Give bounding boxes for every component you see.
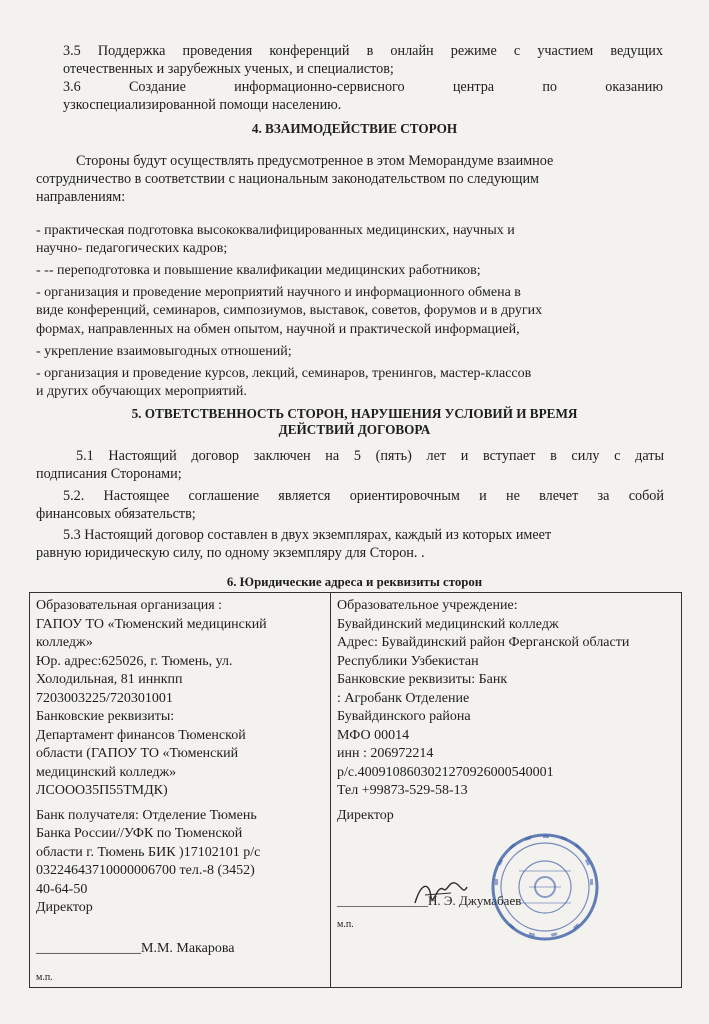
item-3-5-line1: 3.5 Поддержка проведения конференций в онлайн режиме с участием ведущих: [63, 43, 663, 59]
right-party-details: [337, 597, 675, 825]
right-signature-line: ______________Н. Э. Джумабаев: [337, 893, 522, 908]
left-signature-line: _______________М.М. Макарова: [36, 941, 235, 956]
clause-5-2-line1: 5.2. Настоящее соглашение является ориентировочным и не влечет за собой: [63, 488, 664, 504]
section-5-heading-line2: ДЕЙСТВИЙ ДОГОВОРА: [278, 422, 431, 437]
left-line: ГАПОУ ТО «Тюменский медицинский: [36, 616, 267, 632]
section-4-intro-line2: сотрудничество в соответствии с национальным законодательством по следующим: [36, 171, 540, 187]
clause-5-1-line2: подписания Сторонами;: [36, 466, 182, 482]
left-line: Юр. адрес:625026, г. Тюмень, ул.: [36, 653, 233, 669]
left-line: Образовательная организация :: [36, 598, 223, 613]
section-5-heading-line1: 5. ОТВЕТСТВЕННОСТЬ СТОРОН, НАРУШЕНИЯ УСЛОВИЙ И ВРЕМЯ: [131, 406, 578, 421]
right-line: р/с.4009108603021270926000540001: [337, 764, 554, 780]
left-line: Директор: [36, 900, 93, 915]
clause-5-3-line2: равную юридическую силу, по одному экземпляру для Сторон. .: [36, 545, 425, 561]
right-line: Республики Узбекистан: [337, 653, 479, 669]
bullet-3-line2: виде конференций, семинаров, симпозиумов, выставок, советов, форумов и в других: [36, 303, 543, 318]
left-line: Департамент финансов Тюменской: [36, 727, 246, 743]
right-party-cell: [331, 593, 682, 988]
item-3-6-line2: узкоспециализированной помощи населению.: [63, 97, 342, 113]
right-line: Бувайдинский медицинский колледж: [337, 616, 559, 632]
right-line: Образовательное учреждение:: [337, 598, 518, 613]
section-4-intro-line1: Стороны будут осуществлять предусмотренное в этом Меморандуме взаимное: [76, 153, 554, 169]
right-line: Директор: [337, 807, 394, 823]
left-line: Холодильная, 81 иннкпп: [36, 672, 183, 687]
right-line: Банковские реквизиты: Банк: [337, 672, 508, 687]
left-line: Банк получателя: Отделение Тюмень: [36, 807, 257, 823]
right-line: Адрес: Бувайдинский район Ферганской области: [337, 635, 630, 650]
left-line: 03224643710000006700 тел.-8 (3452): [36, 863, 255, 878]
left-line: области (ГАПОУ ТО «Тюменский: [36, 746, 239, 761]
bullet-3-line1: - организация и проведение мероприятий научного и информационного обмена в: [36, 285, 521, 300]
bullet-1-line2: научно- педагогических кадров;: [36, 241, 228, 256]
clause-5-3-line1: 5.3 Настоящий договор составлен в двух экземплярах, каждый из которых имеет: [63, 527, 552, 543]
right-line: : Агробанк Отделение: [337, 690, 470, 706]
clause-5-2-line2: финансовых обязательств;: [36, 506, 196, 522]
left-line: 40-64-50: [36, 881, 88, 897]
bullet-2: - -- переподготовка и повышение квалификации медицинских работников;: [36, 263, 481, 278]
right-line: Бувайдинского района: [337, 709, 471, 724]
right-line: Тел +99873-529-58-13: [337, 783, 468, 798]
section-4-heading: 4. ВЗАИМОДЕЙСТВИЕ СТОРОН: [251, 121, 458, 136]
left-line: области г. Тюмень БИК )17102101 р/с: [36, 844, 261, 860]
left-line: Банковские реквизиты:: [36, 709, 175, 724]
left-line: 7203003225/720301001: [36, 690, 173, 706]
section-6-heading: 6. Юридические адреса и реквизиты сторон: [226, 575, 483, 589]
right-line: инн : 206972214: [337, 746, 434, 761]
official-stamp-icon: [489, 831, 601, 943]
left-line: медицинский колледж»: [36, 764, 177, 780]
handwritten-signature: [411, 873, 471, 913]
right-stamp-place: м.п.: [337, 919, 354, 930]
section-4-intro-line3: направлениям:: [36, 189, 126, 205]
bullet-3-line3: формах, направленных на обмен опытом, научной и практической информацией,: [36, 322, 520, 337]
item-3-5-line2: отечественных и зарубежных ученых, и специалистов;: [63, 61, 394, 77]
left-line: ЛСООО35П55ТМДК): [36, 783, 168, 798]
bullet-5-line1: - организация и проведение курсов, лекций, семинаров, тренингов, мастер-классов: [36, 366, 532, 381]
left-stamp-place: м.п.: [36, 972, 53, 983]
bullet-5-line2: и других обучающих мероприятий.: [36, 384, 247, 399]
left-line: колледж»: [36, 635, 93, 650]
left-party-cell: [30, 593, 331, 988]
bullet-4: - укрепление взаимовыгодных отношений;: [36, 344, 292, 359]
requisites-table: [29, 592, 682, 988]
left-party-details: [36, 597, 324, 918]
bullet-1-line1: - практическая подготовка высококвалифицированных медицинских, научных и: [36, 223, 515, 238]
item-3-6-line1: 3.6 Создание информационно-сервисного центра по оказанию: [63, 79, 663, 95]
right-line: МФО 00014: [337, 727, 410, 743]
left-line: Банка России//УФК по Тюменской: [36, 826, 243, 841]
clause-5-1-line1: 5.1 Настоящий договор заключен на 5 (пять) лет и вступает в силу с даты: [76, 448, 664, 464]
